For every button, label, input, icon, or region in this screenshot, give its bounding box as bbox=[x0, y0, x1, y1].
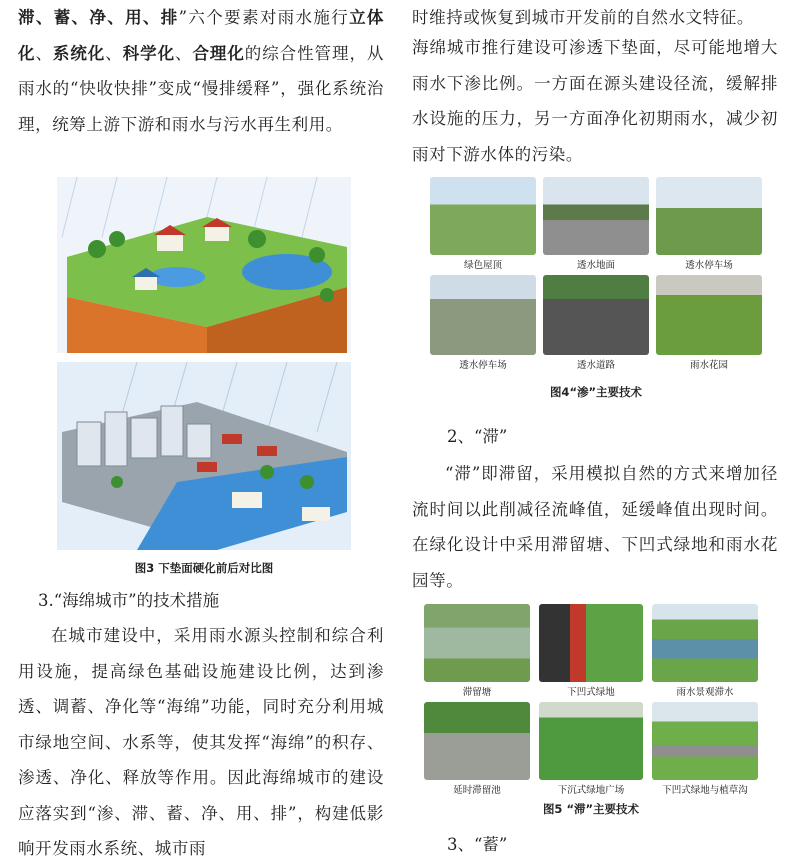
fig5-tile bbox=[652, 702, 758, 796]
sub2-heading: 2、“滞” bbox=[447, 427, 508, 446]
intro-paragraph: 滞、蓄、净、用、排”六个要素对雨水施行立体化、系统化、科学化、合理化的综合性管理，从雨水的“快收快排”变成“慢排缓释”，强化系统治理，统筹上游下游和雨水与污水再生利用。 bbox=[18, 8, 385, 134]
fig5-caption: 图5 “滞”主要技术 bbox=[542, 802, 640, 816]
retention-pond-photo bbox=[424, 604, 530, 682]
fig4-caption: 图4“渗”主要技术 bbox=[549, 385, 643, 399]
fig3-caption: 图3 下垫面硬化前后对比图 bbox=[134, 561, 274, 575]
delayed-detention-pond-photo bbox=[424, 702, 530, 780]
fig3-after-illustration bbox=[57, 362, 351, 550]
left-column bbox=[18, 0, 384, 142]
element-list: 滞、蓄、净、用、排 bbox=[18, 8, 179, 27]
fig5-label: 下凹式绿地与植草沟 bbox=[662, 785, 748, 796]
green-roof-photo bbox=[430, 177, 536, 255]
fig5-tile bbox=[539, 604, 643, 698]
fig4-tile bbox=[543, 177, 649, 271]
right-para-1: 时维持或恢复到城市开发前的自然水文特征。 bbox=[412, 8, 754, 27]
fig3-before-illustration bbox=[57, 177, 351, 353]
fig4-label: 透水停车场 bbox=[459, 360, 507, 371]
fig5-tile bbox=[539, 702, 643, 796]
rain-garden-photo bbox=[656, 275, 762, 355]
fig5-label: 延时滞留池 bbox=[453, 785, 501, 796]
fig4-label: 绿色屋顶 bbox=[463, 260, 502, 271]
permeable-parking-photo bbox=[656, 177, 762, 255]
fig5-tile bbox=[652, 604, 758, 698]
fig4-label: 透水道路 bbox=[576, 360, 615, 371]
fig5-label: 雨水景观滞水 bbox=[676, 687, 734, 698]
permeable-road-photo bbox=[543, 275, 649, 355]
fig4-tile bbox=[656, 177, 762, 271]
fig4-label: 透水地面 bbox=[576, 260, 615, 271]
fig5-label: 下凹式绿地 bbox=[567, 687, 615, 698]
fig4-photo-grid bbox=[430, 177, 762, 371]
landscape-retention-photo bbox=[652, 604, 758, 682]
fig4-tile bbox=[430, 275, 536, 371]
fig5-tile bbox=[424, 702, 530, 796]
fig5-label: 下沉式绿地广场 bbox=[557, 785, 625, 796]
sunken-plaza-photo bbox=[539, 702, 643, 780]
right-para-2: 海绵城市推行建设可渗透下垫面，尽可能地增大雨水下渗比例。一方面在源头建设径流，缓解排水设施的压力，另一方面净化初期雨水，减少初雨对下游水体的污染。 bbox=[412, 38, 778, 164]
fig4-tile bbox=[543, 275, 649, 371]
section-heading: 3.“海绵城市”的技术措施 bbox=[38, 591, 220, 610]
retention-paragraph: “滞”即滞留，采用模拟自然的方式来增加径流时间以此削减径流峰值，延缓峰值出现时间。在绿化设计中采用滞留塘、下凹式绿地和雨水花园等。 bbox=[412, 464, 778, 590]
fig5-tile bbox=[424, 604, 530, 698]
fig4-label: 雨水花园 bbox=[689, 360, 728, 371]
sunken-greenbelt-diagram bbox=[539, 604, 643, 682]
fig5-photo-grid bbox=[424, 604, 758, 796]
fig5-label: 滞留塘 bbox=[462, 687, 492, 698]
measures-paragraph: 在城市建设中，采用雨水源头控制和综合利用设施，提高绿色基础设施建设比例，达到渗透、调蓄、净化等“海绵”功能，同时充分利用城市绿地空间、水系等，使其发挥“海绵”的积存、渗透、净化、释放等作用。因此海绵城市的建设应落实到“渗、滞、蓄、净、用、排”，构建低影响开发雨水系统、城市雨 bbox=[18, 626, 384, 858]
permeable-parking-grid-photo bbox=[430, 275, 536, 355]
fig4-label: 透水停车场 bbox=[685, 260, 733, 271]
fig4-tile bbox=[656, 275, 762, 371]
fig4-tile bbox=[430, 177, 536, 271]
permeable-ground-photo bbox=[543, 177, 649, 255]
sub3-heading: 3、“蓄” bbox=[447, 835, 508, 854]
swale-photo bbox=[652, 702, 758, 780]
